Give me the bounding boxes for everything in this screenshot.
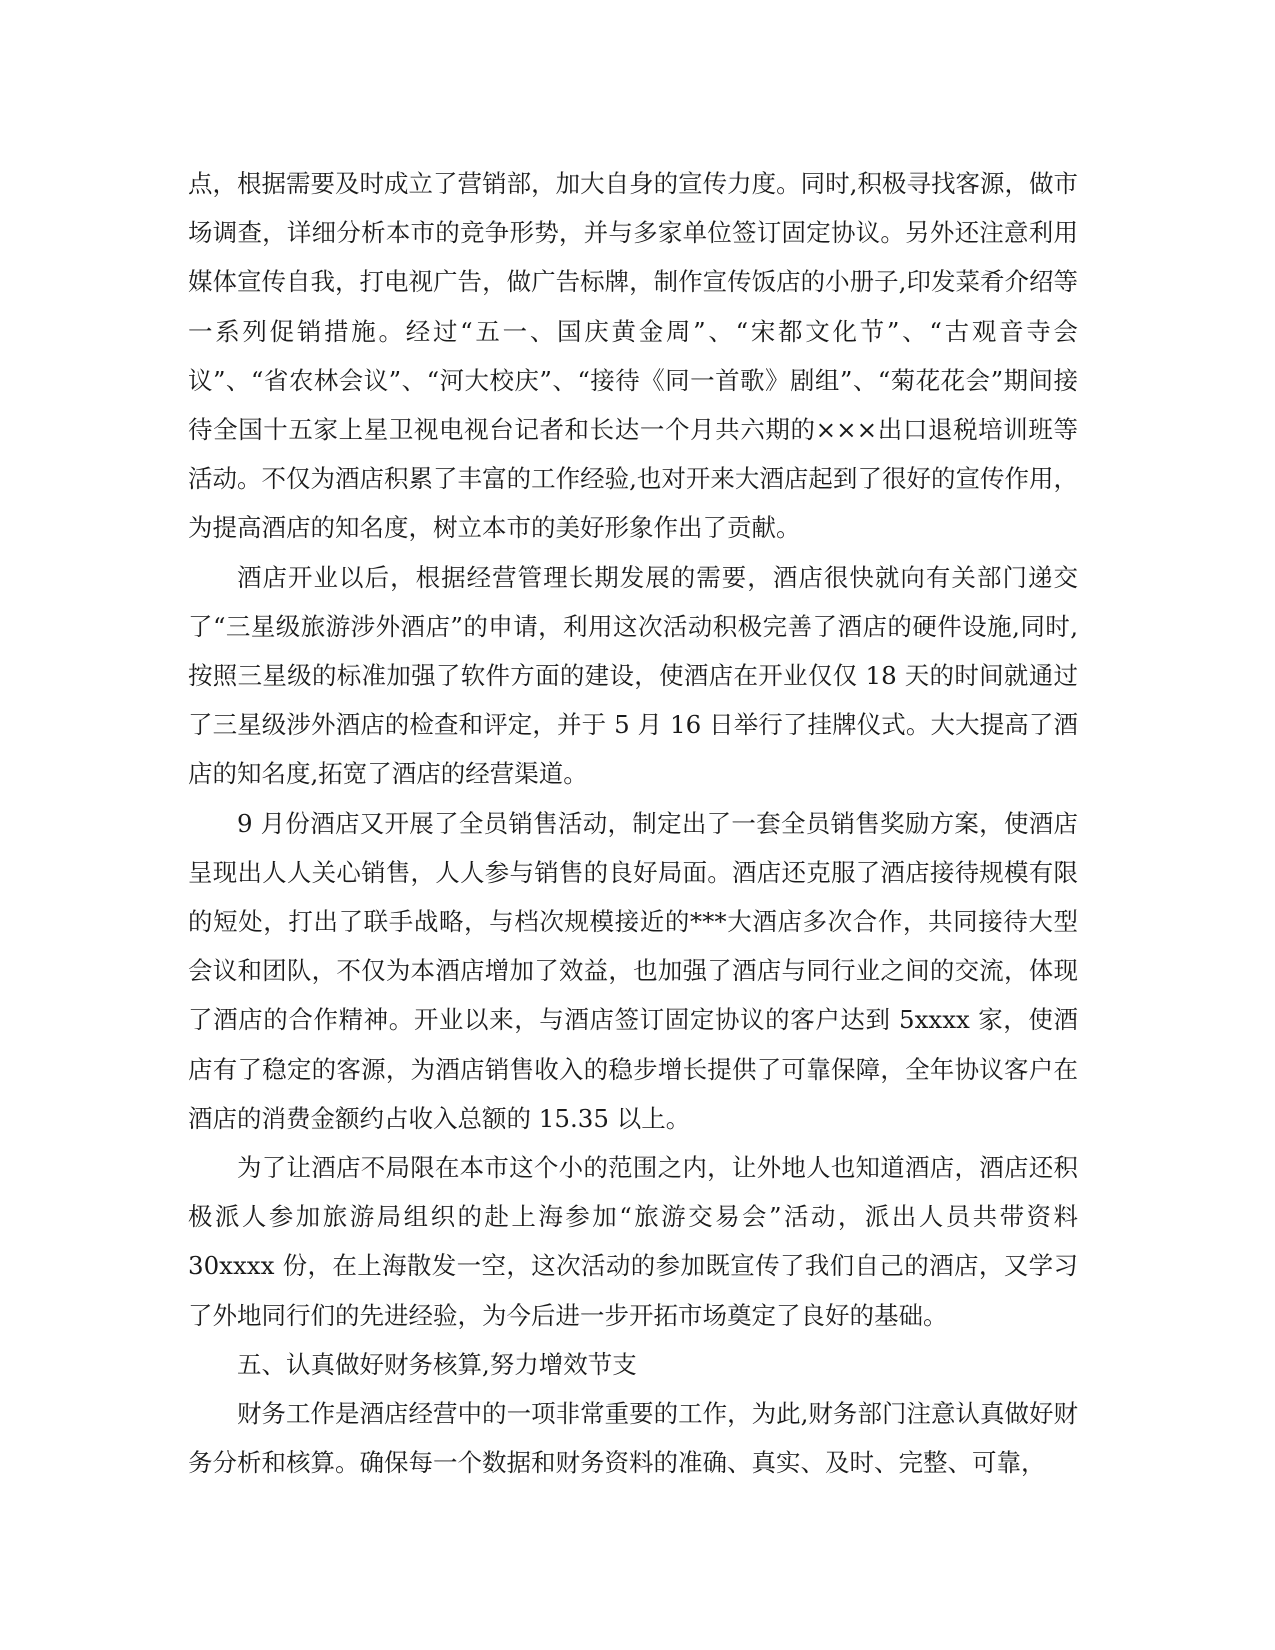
paragraph-all-staff-sales: 9 月份酒店又开展了全员销售活动，制定出了一套全员销售奖励方案，使酒店呈现出人人关心销售，人人参与销售的良好局面。酒店还克服了酒店接待规模有限的短处，打出了联手战略，与档次规模接近的***大酒店多次合作，共同接待大型会议和团队，不仅为本酒店增加了效益，也加强了酒店与同行业之间的交流，体现了酒店的合作精神。开业以来，与酒店签订固定协议的客户达到 5xxxx 家，使酒店有了稳定的客源，为酒店销售收入的稳步增长提供了可靠保障，全年协议客户在酒店的消费金额约占收入总额的 15.35 以上。 — [188, 808, 1078, 1133]
paragraph-shanghai-trade-fair: 为了让酒店不局限在本市这个小的范围之内，让外地人也知道酒店，酒店还积极派人参加旅游局组织的赴上海参加“旅游交易会”活动，派出人员共带资料 30xxxx 份，在上海散发一空，这次活动的参加既宣传了我们自己的酒店，又学习了外地同行们的先进经验，为今后进一步开拓市场奠定了良好的基础。 — [188, 1153, 1078, 1330]
section-heading-finance: 五、认真做好财务核算,努力增效节支 — [237, 1349, 637, 1379]
paragraph-promotion-continued: 点，根据需要及时成立了营销部，加大自身的宣传力度。同时,积极寻找客源，做市场调查，详细分析本市的竞争形势，并与多家单位签订固定协议。另外还注意利用媒体宣传自我，打电视广告，做广告标牌，制作宣传饭店的小册子,印发菜肴介绍等一系列促销措施。经过“五一、国庆黄金周”、“宋都文化节”、“古观音寺会议”、“省农林会议”、“河大校庆”、“接待《同一首歌》剧组”、“菊花花会”期间接待全国十五家上星卫视电视台记者和长达一个月共六期的×××出口退税培训班等活动。不仅为酒店积累了丰富的工作经验,也对开来大酒店起到了很好的宣传作用，为提高酒店的知名度，树立本市的美好形象作出了贡献。 — [188, 169, 1078, 543]
document-body — [188, 159, 1078, 1487]
paragraph-finance-work: 财务工作是酒店经营中的一项非常重要的工作，为此,财务部门注意认真做好财务分析和核算。确保每一个数据和财务资料的准确、真实、及时、完整、可靠， — [188, 1399, 1078, 1478]
paragraph-three-star-rating: 酒店开业以后，根据经营管理长期发展的需要，酒店很快就向有关部门递交了“三星级旅游涉外酒店”的申请，利用这次活动积极完善了酒店的硬件设施,同时,按照三星级的标准加强了软件方面的建设，使酒店在开业仅仅 18 天的时间就通过了三星级涉外酒店的检查和评定，并于 5 月 16 日举行了挂牌仪式。大大提高了酒店的知名度,拓宽了酒店的经营渠道。 — [188, 562, 1078, 789]
